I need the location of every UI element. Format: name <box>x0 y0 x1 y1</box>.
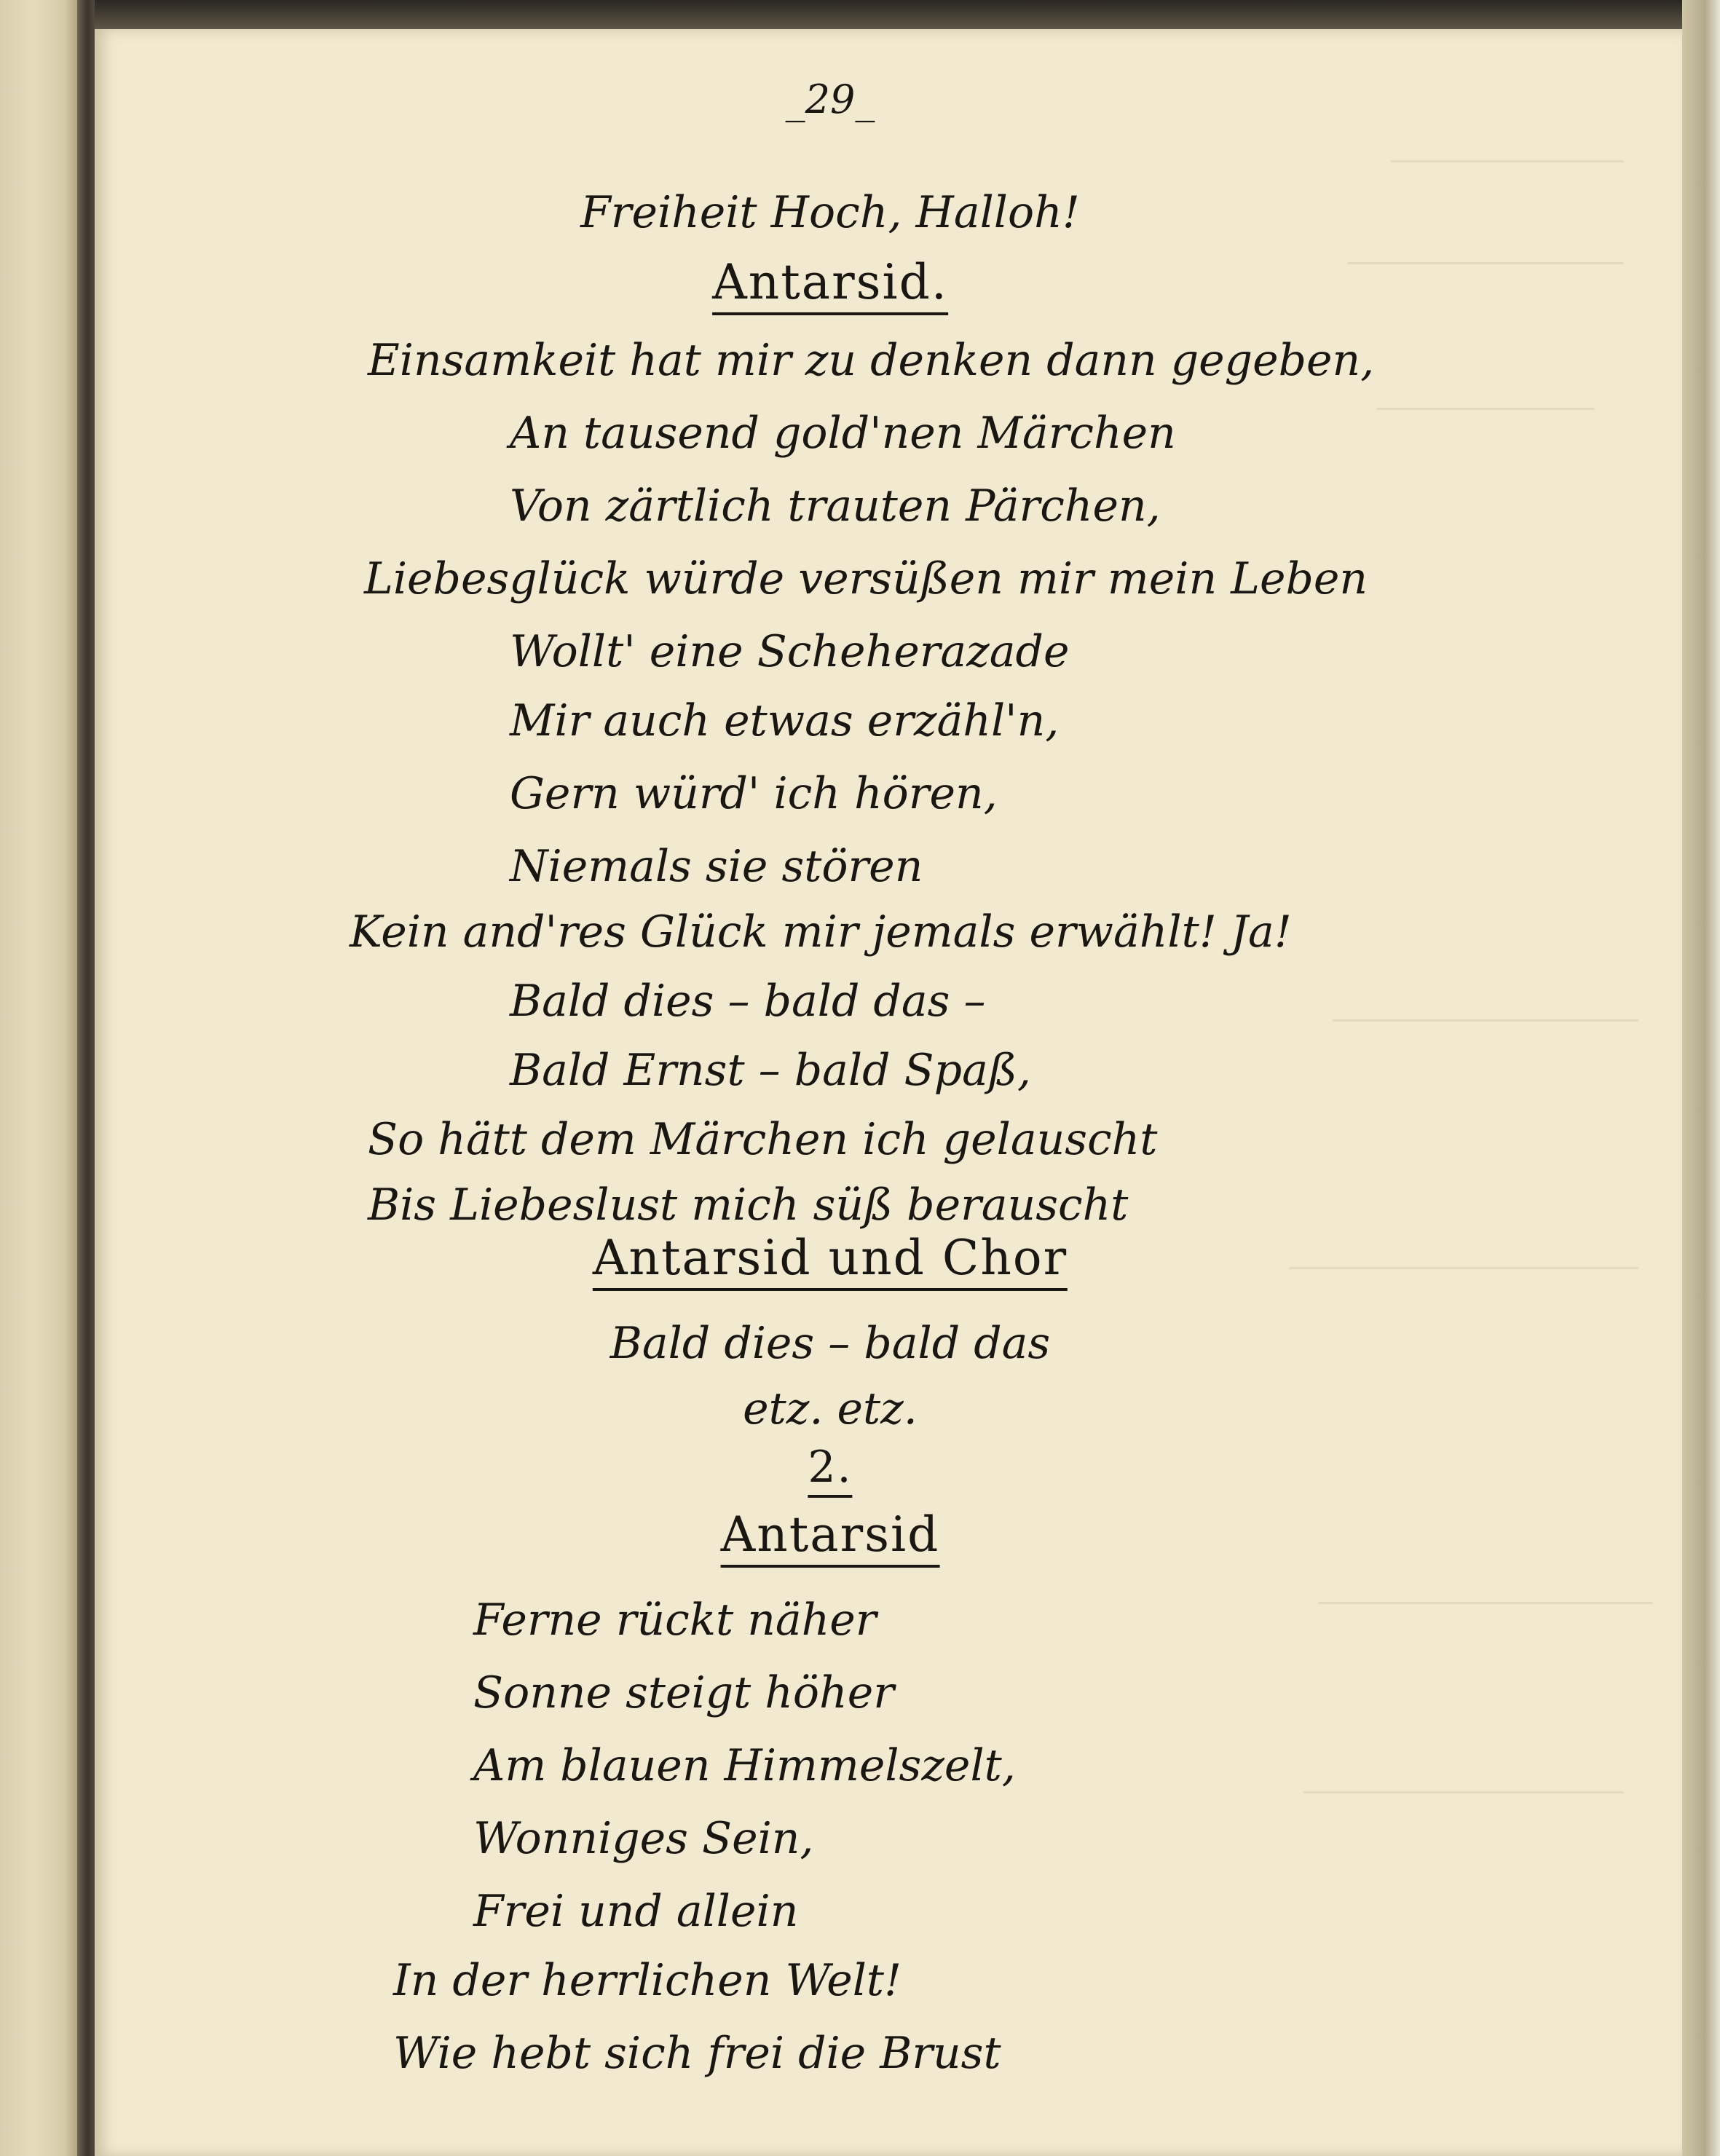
right-page-edge <box>1682 0 1720 2156</box>
section-heading: Antarsid. <box>712 258 948 315</box>
section-heading: Antarsid <box>721 1511 940 1568</box>
verse-line: Am blauen Himmelszelt, <box>473 1740 1016 1791</box>
verse-line: Wollt' eine Scheherazade <box>510 626 1070 677</box>
show-through-mark <box>1318 1602 1653 1604</box>
show-through-mark <box>1376 408 1595 410</box>
verse-line: Liebesglück würde versüßen mir mein Leben <box>364 553 1368 604</box>
verse-line: In der herrlichen Welt! <box>393 1955 902 2006</box>
verse-line: Bis Liebeslust mich süß berauscht <box>368 1180 1129 1231</box>
verse-line: An tausend gold'nen Märchen <box>510 408 1176 459</box>
verse-line: Bald dies – bald das – <box>510 976 986 1027</box>
verse-line: Mir auch etwas erzähl'n, <box>510 695 1060 746</box>
section-heading: Antarsid und Chor <box>593 1234 1068 1291</box>
verse-line: Kein and'res Glück mir jemals erwählt! Ja! <box>350 907 1292 957</box>
facing-page-edge <box>0 0 80 2156</box>
show-through-mark <box>1333 1019 1638 1022</box>
verse-line: Ferne rückt näher <box>473 1595 877 1646</box>
verse-line: Wie hebt sich frei die Brust <box>393 2028 1001 2079</box>
verse-line: Von zärtlich trauten Pärchen, <box>510 481 1161 532</box>
show-through-mark <box>1391 160 1624 162</box>
verse-line: etz. etz. <box>743 1383 918 1434</box>
show-through-mark <box>1303 1791 1624 1793</box>
verse-line: Einsamkeit hat mir zu denken dann gegeben, <box>368 335 1375 386</box>
verse-line: Gern würd' ich hören, <box>510 768 998 819</box>
verse-line: Bald Ernst – bald Spaß, <box>510 1045 1031 1096</box>
section-number: 2. <box>808 1445 852 1498</box>
verse-line: Bald dies – bald das <box>610 1318 1051 1369</box>
verse-line: Frei und allein <box>473 1886 799 1937</box>
top-page-edge <box>95 0 1682 29</box>
page-number: _29_ <box>785 76 875 122</box>
show-through-mark <box>1289 1267 1638 1269</box>
verse-line: Wonniges Sein, <box>473 1813 814 1864</box>
verse-line: Niemals sie stören <box>510 841 923 892</box>
show-through-mark <box>1347 262 1624 264</box>
verse-line: So hätt dem Märchen ich gelauscht <box>368 1114 1158 1165</box>
verse-line: Freiheit Hoch, Halloh! <box>580 187 1080 238</box>
verse-line: Sonne steigt höher <box>473 1667 894 1718</box>
